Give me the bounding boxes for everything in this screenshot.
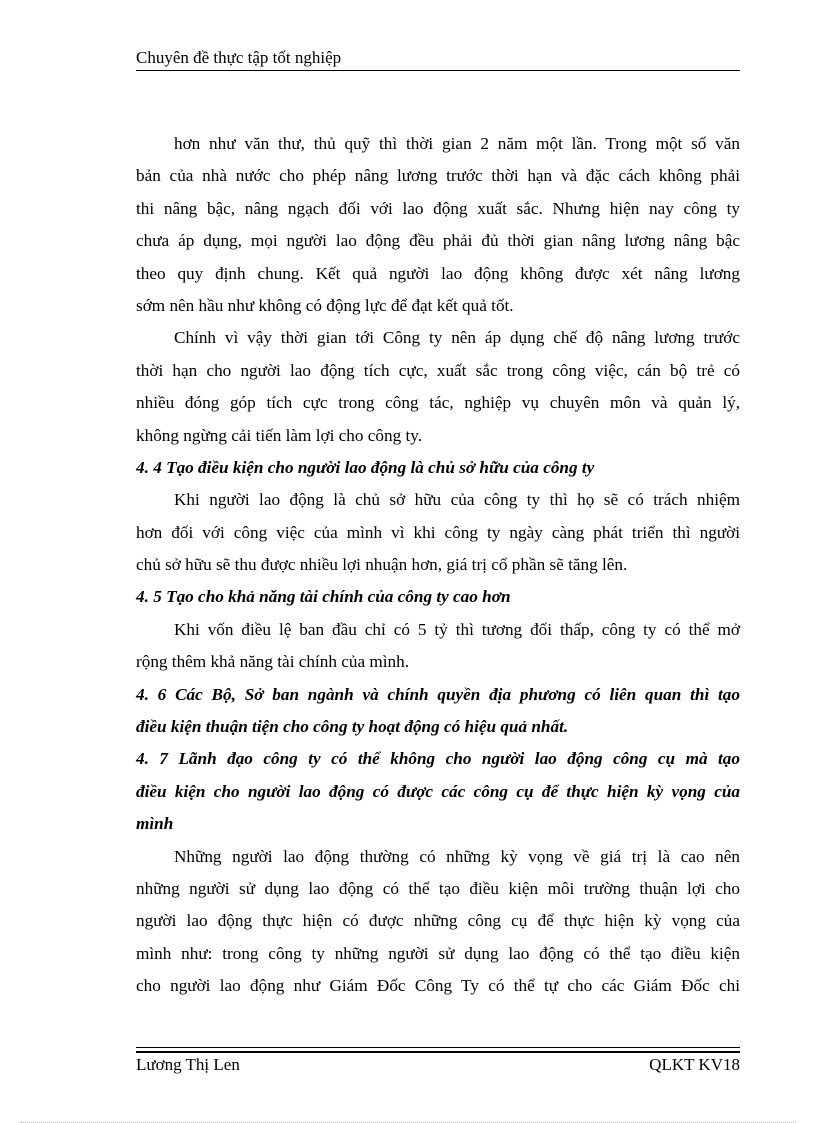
section-heading-4-5: 4. 5 Tạo cho khả năng tài chính của công ty cao hơn <box>136 587 511 607</box>
section-heading-4-6-cont: điều kiện thuận tiện cho công ty hoạt động có hiệu quả nhất. <box>136 717 569 737</box>
footer-rule-thin <box>136 1047 740 1048</box>
header-rule <box>136 70 740 71</box>
body-line: sớm nên hầu như không có động lực để đạt kết quả tốt. <box>136 295 514 315</box>
section-heading-4-7-cont: điều kiện cho người lao động có được các công cụ để thực hiện kỳ vọng của <box>136 781 740 801</box>
body-line: hơn đối với công việc của mình vì khi công ty ngày càng phát triển thì người <box>136 522 740 542</box>
body-line: không ngừng cải tiến làm lợi cho công ty. <box>136 425 423 445</box>
body-line: nhiều đóng góp tích cực trong công tác, nghiệp vụ chuyên môn và quản lý, <box>136 393 740 413</box>
body-line: cho người lao động như Giám Đốc Công Ty có thể tự cho các Giám Đốc chi <box>136 976 740 996</box>
section-heading-4-7: 4. 7 Lãnh đạo công ty có thể không cho người lao động công cụ mà tạo <box>136 749 740 769</box>
body-line: chưa áp dụng, mọi người lao động đều phải đủ thời gian nâng lương nâng bậc <box>136 231 740 251</box>
body-line: thi nâng bậc, nâng ngạch đối với lao động xuất sắc. Nhưng hiện nay công ty <box>136 198 740 218</box>
footer-class-code: QLKT KV18 <box>649 1055 740 1074</box>
body-line: Khi người lao động là chủ sở hữu của công ty thì họ sẽ có trách nhiệm <box>174 490 740 510</box>
body-line: rộng thêm khả năng tài chính của mình. <box>136 652 410 672</box>
body-line: người lao động thực hiện có được những công cụ để thực hiện kỳ vọng của <box>136 911 740 931</box>
body-line: những người sử dụng lao động có thể tạo điều kiện môi trường thuận lợi cho <box>136 878 740 898</box>
page-header-title: Chuyên đề thực tập tốt nghiệp <box>136 48 342 67</box>
document-body <box>136 128 740 1003</box>
body-line: chủ sở hữu sẽ thu được nhiều lợi nhuận hơn, giá trị cổ phần sẽ tăng lên. <box>136 555 628 575</box>
footer-rule-thick <box>136 1051 740 1053</box>
body-line: Chính vì vậy thời gian tới Công ty nên áp dụng chế độ nâng lương trước <box>174 328 740 348</box>
body-line: Những người lao động thường có những kỳ vọng về giá trị là cao nên <box>174 846 740 866</box>
section-heading-4-7-end: mình <box>136 814 174 834</box>
body-line: Khi vốn điều lệ ban đầu chỉ có 5 tỷ thì tương đối thấp, công ty có thể mở <box>174 619 740 639</box>
body-line: thời hạn cho người lao động tích cực, xuất sắc trong công việc, cán bộ trẻ có <box>136 360 740 380</box>
body-line: hơn như văn thư, thủ quỹ thì thời gian 2 năm một lần. Trong một số văn <box>174 134 740 153</box>
body-line: theo quy định chung. Kết quả người lao động không được xét nâng lương <box>136 263 740 283</box>
body-line: mình như: trong công ty những người sử dụng lao động có thể tạo điều kiện <box>136 943 740 963</box>
section-heading-4-6: 4. 6 Các Bộ, Sở ban ngành và chính quyền địa phương có liên quan thì tạo <box>136 684 740 704</box>
body-line: bản của nhà nước cho phép nâng lương trước thời hạn và đặc cách không phải <box>136 166 740 186</box>
section-heading-4-4: 4. 4 Tạo điều kiện cho người lao động là chủ sở hữu của công ty <box>136 457 595 477</box>
footer-author: Lương Thị Len <box>136 1055 240 1074</box>
